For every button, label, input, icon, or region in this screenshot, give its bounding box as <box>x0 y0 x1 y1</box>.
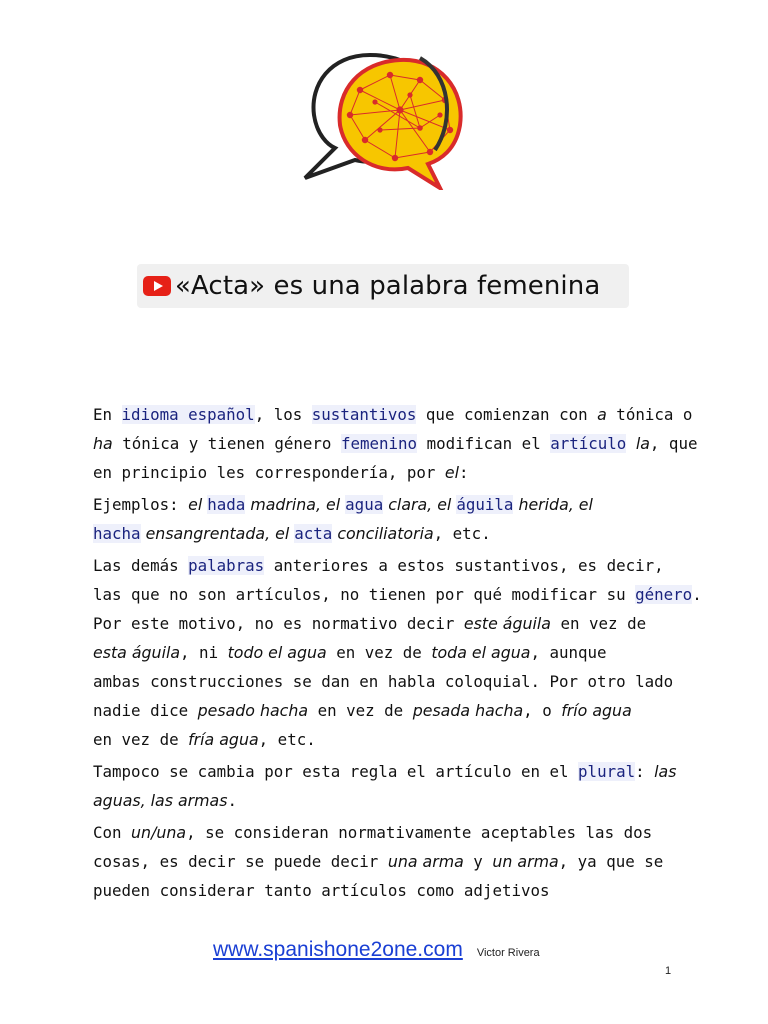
keyword-link[interactable]: femenino <box>340 434 418 453</box>
text: En <box>93 405 122 424</box>
text: , los <box>254 405 312 424</box>
article-body <box>93 400 702 908</box>
author-name: Victor Rivera <box>476 947 540 959</box>
text: Tampoco se cambia por esta regla el artículo en el <box>93 762 579 781</box>
keyword-link[interactable]: palabras <box>188 556 265 575</box>
text: en vez de <box>93 730 189 749</box>
text: pueden considerar tanto artículos como adjetivos <box>93 881 550 900</box>
text: : <box>635 762 655 781</box>
text <box>626 434 636 453</box>
text: , que <box>649 434 698 453</box>
text: en vez de <box>308 701 413 720</box>
paragraph-rules <box>93 551 702 754</box>
text: las que no son artículos, no tienen por qué modificar su <box>93 585 636 604</box>
text: tónica y tienen género <box>112 434 341 453</box>
footer <box>213 938 540 962</box>
keyword-link[interactable]: hada <box>207 495 246 514</box>
paragraph-plural <box>93 757 693 815</box>
keyword-link[interactable]: plural <box>578 762 636 781</box>
italic-text: ensangrentada, el <box>140 524 295 543</box>
keyword-link[interactable]: idioma español <box>121 405 255 424</box>
keyword-link[interactable]: género <box>635 585 693 604</box>
text: , etc. <box>258 730 316 749</box>
text: tónica o <box>606 405 693 424</box>
text: , ni <box>180 643 228 662</box>
paragraph-intro <box>93 400 698 487</box>
text: . <box>227 791 237 810</box>
text: en vez de <box>326 643 432 662</box>
italic-text: a <box>597 405 607 424</box>
text: . <box>692 585 702 604</box>
text: que comienzan con <box>416 405 598 424</box>
text: en principio les correspondería, por <box>93 463 445 482</box>
keyword-link[interactable]: águila <box>456 495 514 514</box>
italic-text: madrina, el <box>245 495 346 514</box>
text: nadie dice <box>93 701 198 720</box>
italic-text: pesada hacha <box>412 701 524 720</box>
paragraph-examples <box>93 490 693 548</box>
italic-text: toda el agua <box>431 643 531 662</box>
text: anteriores a estos sustantivos, es decir, <box>264 556 664 575</box>
italic-text: una arma <box>387 852 464 871</box>
italic-text: frío agua <box>561 701 632 720</box>
italic-text: el <box>444 463 459 482</box>
keyword-link[interactable]: agua <box>345 495 384 514</box>
text: Las demás <box>93 556 189 575</box>
italic-text: ha <box>93 434 113 453</box>
italic-text: herida, el <box>513 495 593 514</box>
italic-text: esta águila <box>93 643 181 662</box>
keyword-link[interactable]: acta <box>294 524 333 543</box>
italic-text: aguas, las armas <box>93 791 228 810</box>
text: en vez de <box>550 614 647 633</box>
keyword-link[interactable]: hacha <box>93 524 141 543</box>
text: : <box>459 463 469 482</box>
text: Por este motivo, no es normativo decir <box>93 614 464 633</box>
text: , aunque <box>530 643 607 662</box>
page-number: 1 <box>665 965 672 977</box>
italic-text: un/una <box>131 823 187 842</box>
paragraph-un-una <box>93 818 693 905</box>
text: , se consideran normativamente aceptables las dos <box>186 823 653 842</box>
keyword-link[interactable]: sustantivos <box>311 405 417 424</box>
keyword-link[interactable]: artículo <box>550 434 627 453</box>
text: cosas, es decir se puede decir <box>93 852 388 871</box>
italic-text: un arma <box>492 852 559 871</box>
text: Con <box>93 823 132 842</box>
italic-text: este águila <box>463 614 551 633</box>
page-title <box>137 264 629 308</box>
text: , ya que se <box>558 852 664 871</box>
italic-text: la <box>635 434 650 453</box>
italic-text: pesado hacha <box>197 701 309 720</box>
text: modifican el <box>417 434 551 453</box>
italic-text: el <box>188 495 208 514</box>
italic-text: todo el agua <box>227 643 327 662</box>
italic-text: las <box>654 762 677 781</box>
text: , etc. <box>433 524 491 543</box>
youtube-play-icon[interactable] <box>143 276 171 296</box>
text: y <box>463 852 493 871</box>
italic-text: fría agua <box>188 730 259 749</box>
logo-icon <box>300 40 470 190</box>
italic-text: clara, el <box>383 495 457 514</box>
text: ambas construcciones se dan en habla coloquial. Por otro lado <box>93 672 674 691</box>
italic-text: conciliatoria <box>332 524 434 543</box>
text: , o <box>523 701 562 720</box>
title-text: «Acta» es una palabra femenina <box>175 271 601 301</box>
website-link[interactable]: www.spanishone2one.com <box>213 938 463 961</box>
text: Ejemplos: <box>93 495 189 514</box>
